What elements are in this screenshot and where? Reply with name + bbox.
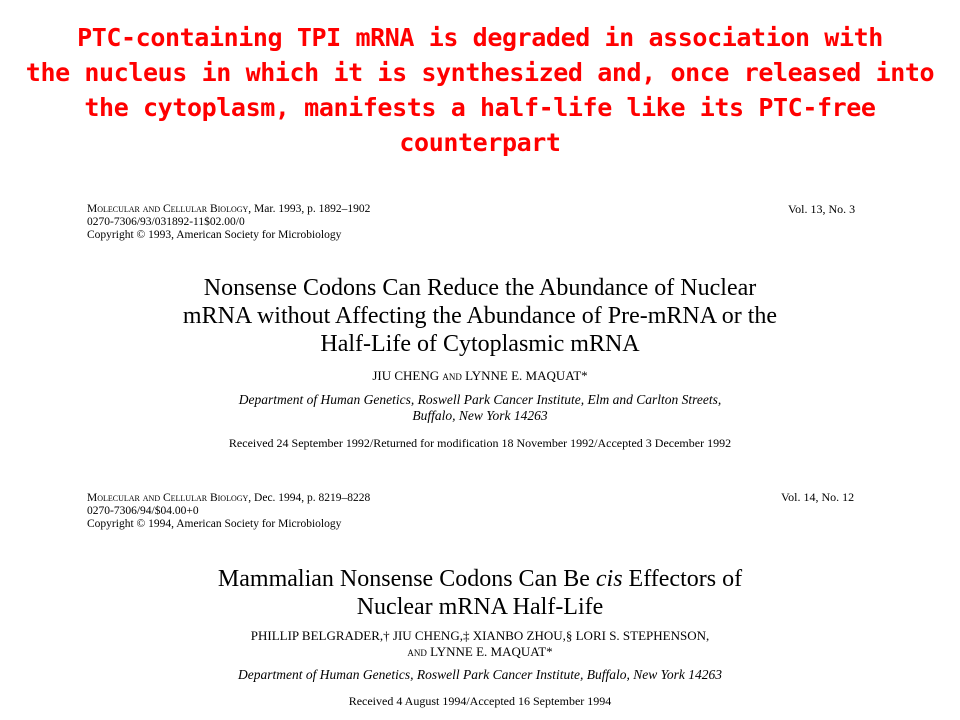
paper2-volume: Vol. 14, No. 12	[781, 490, 855, 504]
paper1-title-line-3: Half-Life of Cytoplasmic mRNA	[320, 331, 640, 357]
paper1-citation	[87, 203, 370, 216]
paper1-title-line-1: Nonsense Codons Can Reduce the Abundance of Nuclear	[203, 275, 757, 301]
paper1-author-2: LYNNE E. MAQUAT*	[465, 368, 588, 383]
slide-title-line-2: the nucleus in which it is synthesized and, once released into	[25, 58, 935, 87]
paper2-authors-line-1: PHILLIP BELGRADER,† JIU CHENG,‡ XIANBO ZHOU,§ LORI S. STEPHENSON,	[250, 628, 710, 643]
slide-title-line-3: the cytoplasm, manifests a half-life like its PTC-free	[84, 93, 876, 122]
slide-title-line-4: counterpart	[399, 128, 561, 157]
paper1-copyright: Copyright © 1993, American Society for Microbiology	[87, 229, 342, 241]
paper1-author-and: and	[439, 368, 466, 383]
paper2-title	[80, 565, 880, 621]
paper1-journal-header	[87, 203, 370, 242]
paper1-code: 0270-7306/93/031892-11$02.00/0	[87, 216, 245, 228]
paper2-authors	[80, 628, 880, 660]
paper2-citation-detail: , Dec. 1994, p. 8219–8228	[248, 492, 371, 504]
paper1-affiliation-line-2: Buffalo, New York 14263	[412, 408, 548, 423]
paper2-author-last: LYNNE E. MAQUAT*	[430, 644, 553, 659]
paper1-citation-detail: , Mar. 1993, p. 1892–1902	[248, 203, 371, 215]
paper2-affiliation: Department of Human Genetics, Roswell Park Cancer Institute, Buffalo, New York 14263	[238, 667, 722, 682]
paper1-title	[80, 274, 880, 358]
paper1-title-line-2: mRNA without Affecting the Abundance of Pre-mRNA or the	[182, 303, 778, 329]
paper1-authors	[80, 368, 880, 384]
paper1-journal-name: Molecular and Cellular Biology	[87, 203, 249, 215]
paper2-journal-name: Molecular and Cellular Biology	[87, 492, 249, 504]
paper2-citation	[87, 492, 370, 505]
paper1-author-1: JIU CHENG	[372, 368, 440, 383]
paper1-affiliation-line-1: Department of Human Genetics, Roswell Park Cancer Institute, Elm and Carlton Streets,	[238, 392, 722, 407]
paper2-journal-header	[87, 492, 370, 531]
paper2-title-part-c: Effectors of	[622, 566, 743, 592]
paper2-code: 0270-7306/94/$04.00+0	[87, 505, 199, 517]
paper2-authors-line-2	[80, 644, 880, 660]
paper2-title-line-1	[80, 565, 880, 593]
paper1-volume: Vol. 13, No. 3	[788, 202, 856, 216]
slide-title	[0, 20, 960, 160]
paper1-affiliation	[80, 392, 880, 424]
paper2-title-italic-cis: cis	[595, 566, 623, 592]
paper2-title-line-2: Nuclear mRNA Half-Life	[356, 594, 604, 620]
slide-title-line-1: PTC-containing TPI mRNA is degraded in association with	[77, 23, 883, 52]
paper2-author-and: and	[407, 644, 431, 659]
paper2-copyright: Copyright © 1994, American Society for Microbiology	[87, 518, 342, 530]
paper1-received: Received 24 September 1992/Returned for modification 18 November 1992/Accepted 3 December 1992	[228, 436, 732, 450]
paper2-received: Received 4 August 1994/Accepted 16 September 1994	[348, 694, 612, 708]
paper2-title-part-a: Mammalian Nonsense Codons Can Be	[217, 566, 596, 592]
